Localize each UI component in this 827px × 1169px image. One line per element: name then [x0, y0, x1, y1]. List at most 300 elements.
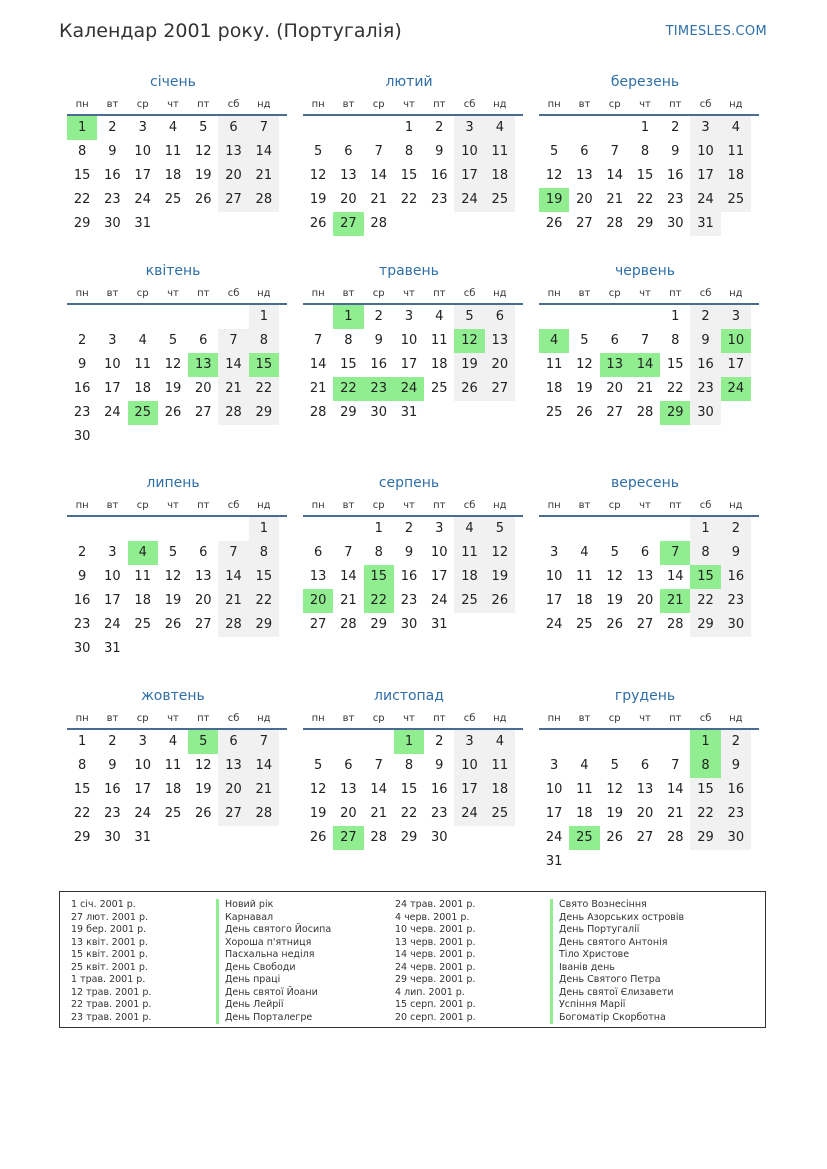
weekday-header: чт	[639, 288, 651, 299]
day-cell: 19	[309, 806, 327, 821]
day-cell: 29	[690, 826, 720, 850]
empty-cell	[333, 116, 363, 140]
day-cell: 28	[309, 405, 327, 420]
weekday-header: ср	[136, 99, 149, 110]
empty-cell	[364, 730, 394, 754]
day-cell: 12	[164, 357, 182, 372]
day-cell: 29	[73, 830, 91, 845]
day-cell: 30	[400, 617, 418, 632]
day-cell: 30	[104, 216, 121, 231]
day-cell: 29	[636, 216, 654, 231]
day-cell: 21	[370, 806, 387, 821]
weekday-header: вт	[342, 288, 355, 299]
day-cell: 21	[218, 589, 248, 613]
empty-cell	[249, 826, 279, 850]
day-cell: 13	[576, 168, 593, 183]
empty-cell	[630, 305, 660, 329]
day-cell: 16	[104, 782, 121, 797]
day-cell: 11	[545, 357, 563, 372]
empty-cell	[485, 401, 515, 425]
holiday-date: 15 серп. 2001 р.	[395, 999, 476, 1010]
day-cell: 15	[400, 782, 418, 797]
day-cell: 28	[666, 617, 684, 632]
day-cell: 2	[108, 120, 117, 135]
day-cell: 18	[164, 168, 182, 183]
empty-cell	[660, 730, 690, 754]
day-cell: 26	[545, 216, 563, 231]
week-row	[67, 164, 279, 188]
day-cell: 4	[138, 333, 147, 348]
day-cell: 6	[314, 545, 323, 560]
weekday-header: пт	[197, 713, 210, 724]
day-cell: 6	[580, 144, 589, 159]
day-cell: 17	[104, 593, 121, 608]
week-row	[539, 305, 751, 329]
week-row	[539, 401, 751, 425]
day-cell: 26	[576, 405, 593, 420]
day-cell: 15	[73, 782, 91, 797]
holiday-day-cell: 22	[364, 589, 394, 613]
day-cell: 29	[400, 830, 418, 845]
empty-cell	[454, 401, 484, 425]
week-row	[67, 353, 279, 377]
day-cell: 28	[218, 613, 248, 637]
day-cell: 10	[454, 140, 484, 164]
day-cell: 3	[550, 758, 559, 773]
day-cell: 20	[636, 593, 654, 608]
day-cell: 17	[134, 782, 151, 797]
week-row	[67, 730, 279, 754]
empty-cell	[690, 850, 720, 874]
weekday-header: ср	[372, 500, 385, 511]
weekday-header: чт	[639, 713, 651, 724]
day-cell: 15	[340, 357, 357, 372]
empty-cell	[569, 517, 599, 541]
day-cell: 8	[404, 144, 414, 159]
holiday-day-cell: 20	[303, 589, 333, 613]
weekday-header: вт	[578, 288, 591, 299]
day-cell: 3	[550, 545, 559, 560]
day-cell: 20	[576, 192, 593, 207]
day-cell: 21	[249, 778, 279, 802]
week-row	[303, 116, 515, 140]
day-cell: 9	[721, 541, 751, 565]
week-row	[67, 401, 279, 425]
day-cell: 18	[576, 806, 593, 821]
day-cell: 24	[430, 593, 448, 608]
day-cell: 6	[218, 730, 248, 754]
day-cell: 21	[606, 192, 623, 207]
holiday-day-cell: 23	[364, 377, 394, 401]
empty-cell	[600, 305, 630, 329]
day-cell: 14	[309, 357, 327, 372]
day-cell: 16	[370, 357, 387, 372]
week-row	[303, 329, 515, 353]
week-row	[539, 517, 751, 541]
weekday-header: сб	[227, 99, 240, 110]
weekday-header: чт	[167, 99, 179, 110]
week-row	[67, 637, 279, 661]
day-cell: 4	[721, 116, 751, 140]
holiday-day-cell: 1	[67, 116, 97, 140]
empty-cell	[188, 305, 218, 329]
day-cell: 31	[690, 212, 720, 236]
day-cell: 21	[249, 164, 279, 188]
day-cell: 17	[454, 778, 484, 802]
weekday-header: пн	[311, 500, 325, 511]
holiday-name: День Лейрії	[216, 999, 331, 1012]
day-cell: 8	[374, 545, 383, 560]
day-cell: 29	[690, 613, 720, 637]
day-cell: 28	[218, 401, 248, 425]
holiday-name: Свято Вознесіння	[550, 899, 684, 912]
day-cell: 12	[309, 168, 327, 183]
day-cell: 5	[314, 144, 323, 159]
day-cell: 8	[249, 541, 279, 565]
week-row	[67, 212, 279, 236]
week-row	[539, 212, 751, 236]
empty-cell	[630, 730, 660, 754]
empty-cell	[539, 517, 569, 541]
day-cell: 30	[690, 401, 720, 425]
day-cell: 9	[78, 357, 87, 372]
day-cell: 6	[610, 333, 619, 348]
day-cell: 2	[690, 305, 720, 329]
day-cell: 31	[134, 216, 151, 231]
weekday-header: вт	[342, 713, 355, 724]
day-cell: 24	[690, 188, 720, 212]
week-row	[303, 188, 515, 212]
weekday-header: сб	[699, 713, 712, 724]
day-cell: 19	[485, 565, 515, 589]
day-cell: 30	[721, 826, 751, 850]
holiday-name: Іванів день	[550, 962, 684, 975]
day-cell: 16	[690, 353, 720, 377]
page-title: Календар 2001 року. (Португалія)	[59, 20, 402, 42]
day-cell: 9	[374, 333, 383, 348]
holiday-day-cell: 5	[188, 730, 218, 754]
weekday-header: вт	[578, 500, 591, 511]
month-name: червень	[614, 263, 676, 279]
day-cell: 10	[104, 569, 121, 584]
week-row	[303, 589, 515, 613]
day-cell: 11	[485, 754, 515, 778]
day-cell: 5	[199, 120, 208, 135]
month-calendar	[59, 685, 279, 850]
holiday-date: 20 серп. 2001 р.	[395, 1011, 476, 1023]
month-name: травень	[379, 263, 439, 279]
week-row	[67, 377, 279, 401]
holiday-day-cell: 7	[660, 541, 690, 565]
day-cell: 14	[218, 565, 248, 589]
weekday-header: пн	[311, 288, 325, 299]
holiday-day-cell: 25	[569, 826, 599, 850]
month-name: січень	[150, 74, 196, 90]
week-row	[539, 730, 751, 754]
day-cell: 22	[400, 806, 418, 821]
holiday-date: 24 черв. 2001 р.	[395, 961, 476, 973]
day-cell: 21	[340, 593, 357, 608]
empty-cell	[97, 517, 127, 541]
day-cell: 19	[164, 381, 182, 396]
day-cell: 10	[545, 782, 563, 797]
empty-cell	[128, 305, 158, 329]
day-cell: 18	[576, 593, 593, 608]
holiday-name: День Святого Петра	[550, 974, 684, 987]
holiday-date: 27 лют. 2001 р.	[71, 911, 148, 923]
empty-cell	[158, 517, 188, 541]
day-cell: 30	[370, 405, 387, 420]
day-cell: 9	[721, 754, 751, 778]
empty-cell	[569, 730, 599, 754]
day-cell: 26	[606, 830, 623, 845]
holiday-day-cell: 12	[454, 329, 484, 353]
weekday-header: вт	[578, 713, 591, 724]
day-cell: 22	[690, 589, 720, 613]
day-cell: 25	[545, 405, 563, 420]
day-cell: 22	[400, 192, 418, 207]
day-cell: 2	[435, 120, 444, 135]
weekday-header: вт	[342, 500, 355, 511]
day-cell: 10	[545, 569, 563, 584]
day-cell: 26	[164, 617, 182, 632]
day-cell: 24	[545, 830, 563, 845]
day-cell: 26	[485, 589, 515, 613]
weekday-header: чт	[639, 500, 651, 511]
day-cell: 13	[636, 782, 654, 797]
day-cell: 27	[309, 617, 327, 632]
empty-cell	[158, 425, 188, 449]
day-cell: 26	[194, 806, 212, 821]
day-cell: 16	[721, 778, 751, 802]
holiday-day-cell: 13	[188, 353, 218, 377]
empty-cell	[128, 425, 158, 449]
day-cell: 22	[666, 381, 684, 396]
weekday-header: нд	[257, 713, 271, 724]
holiday-date: 4 черв. 2001 р.	[395, 911, 470, 923]
day-cell: 9	[108, 144, 117, 159]
empty-cell	[569, 116, 599, 140]
weekday-header: нд	[257, 288, 271, 299]
weekday-header: ср	[136, 500, 149, 511]
day-cell: 13	[485, 329, 515, 353]
day-cell: 26	[164, 405, 182, 420]
week-row	[303, 517, 515, 541]
empty-cell	[569, 305, 599, 329]
week-row	[303, 377, 515, 401]
holiday-name: День святої Йоани	[216, 987, 331, 1000]
day-cell: 2	[671, 120, 680, 135]
day-cell: 9	[108, 758, 117, 773]
weekday-header: сб	[699, 500, 712, 511]
day-cell: 21	[666, 806, 684, 821]
empty-cell	[97, 305, 127, 329]
day-cell: 13	[309, 569, 327, 584]
day-cell: 7	[218, 541, 248, 565]
week-row	[67, 589, 279, 613]
day-cell: 24	[104, 617, 121, 632]
empty-cell	[303, 116, 333, 140]
empty-cell	[188, 637, 218, 661]
day-cell: 14	[249, 140, 279, 164]
day-cell: 5	[610, 758, 619, 773]
week-row	[539, 329, 751, 353]
day-cell: 6	[344, 758, 353, 773]
day-cell: 22	[690, 802, 720, 826]
weekday-header: пт	[197, 99, 210, 110]
day-cell: 26	[194, 192, 212, 207]
weekday-header: нд	[257, 99, 271, 110]
weekday-header: вт	[578, 99, 591, 110]
day-cell: 18	[164, 782, 182, 797]
empty-cell	[630, 517, 660, 541]
holiday-day-cell: 8	[690, 754, 720, 778]
day-cell: 5	[610, 545, 619, 560]
empty-cell	[424, 212, 454, 236]
holiday-day-cell: 15	[249, 353, 279, 377]
day-cell: 1	[690, 517, 720, 541]
day-cell: 20	[606, 381, 623, 396]
day-cell: 3	[454, 730, 484, 754]
weekday-header: вт	[342, 99, 355, 110]
day-cell: 9	[78, 569, 87, 584]
weekday-header: пт	[197, 288, 210, 299]
empty-cell	[485, 826, 515, 850]
week-row	[539, 116, 751, 140]
weekday-header: пт	[669, 500, 682, 511]
day-cell: 16	[430, 168, 448, 183]
day-cell: 6	[199, 333, 208, 348]
weekday-header: сб	[699, 288, 712, 299]
weekday-header: чт	[403, 99, 415, 110]
day-cell: 28	[249, 188, 279, 212]
month-name: грудень	[614, 688, 676, 704]
day-cell: 2	[721, 517, 751, 541]
day-cell: 30	[721, 613, 751, 637]
empty-cell	[569, 850, 599, 874]
weekday-header: ср	[136, 288, 149, 299]
empty-cell	[424, 401, 454, 425]
day-cell: 16	[721, 565, 751, 589]
empty-cell	[158, 305, 188, 329]
day-cell: 29	[73, 216, 91, 231]
month-calendar	[59, 71, 279, 236]
day-cell: 21	[309, 381, 327, 396]
empty-cell	[630, 850, 660, 874]
weekday-header: нд	[729, 288, 743, 299]
day-cell: 8	[78, 758, 87, 773]
weekday-header: нд	[493, 99, 507, 110]
holiday-name: День святої Єлизавети	[550, 987, 684, 1000]
day-cell: 2	[374, 309, 383, 324]
day-cell: 25	[430, 381, 448, 396]
day-cell: 23	[430, 192, 448, 207]
day-cell: 25	[454, 589, 484, 613]
week-row	[303, 541, 515, 565]
weekday-header: вт	[106, 713, 119, 724]
day-cell: 26	[454, 377, 484, 401]
week-row	[303, 730, 515, 754]
day-cell: 31	[545, 854, 563, 869]
brand-link[interactable]: TIMESLES.COM	[665, 24, 767, 39]
holiday-day-cell: 10	[721, 329, 751, 353]
day-cell: 18	[485, 778, 515, 802]
day-cell: 14	[666, 782, 684, 797]
empty-cell	[721, 850, 751, 874]
holiday-day-cell: 14	[630, 353, 660, 377]
day-cell: 23	[721, 802, 751, 826]
day-cell: 14	[606, 168, 623, 183]
day-cell: 24	[454, 802, 484, 826]
month-name: серпень	[378, 475, 440, 491]
week-row	[539, 541, 751, 565]
day-cell: 7	[374, 758, 383, 773]
week-row	[539, 565, 751, 589]
weekday-header: пт	[433, 288, 446, 299]
day-cell: 18	[430, 357, 448, 372]
day-cell: 12	[576, 357, 593, 372]
week-row	[67, 754, 279, 778]
holiday-name: День Азорських островів	[550, 912, 684, 925]
week-row	[539, 826, 751, 850]
holiday-name: День Португалії	[550, 924, 684, 937]
weekday-header: пн	[75, 713, 89, 724]
weekday-header: вт	[106, 500, 119, 511]
day-cell: 19	[606, 593, 623, 608]
day-cell: 13	[636, 569, 654, 584]
day-cell: 27	[576, 216, 593, 231]
week-row	[303, 164, 515, 188]
weekday-header: пт	[197, 500, 210, 511]
day-cell: 4	[485, 730, 515, 754]
empty-cell	[303, 517, 333, 541]
day-cell: 10	[134, 144, 151, 159]
week-row	[303, 212, 515, 236]
weekday-header: пт	[669, 288, 682, 299]
day-cell: 24	[104, 405, 121, 420]
day-cell: 13	[340, 168, 357, 183]
day-cell: 18	[485, 164, 515, 188]
month-name: жовтень	[141, 688, 205, 704]
weekday-header: нд	[257, 500, 271, 511]
weekday-header: пн	[75, 99, 89, 110]
day-cell: 21	[636, 381, 654, 396]
empty-cell	[303, 730, 333, 754]
day-cell: 7	[374, 144, 383, 159]
weekday-header: пт	[433, 500, 446, 511]
weekday-header: сб	[227, 713, 240, 724]
week-row	[303, 401, 515, 425]
day-cell: 17	[104, 381, 121, 396]
day-cell: 17	[430, 569, 448, 584]
day-cell: 22	[249, 377, 279, 401]
day-cell: 27	[194, 405, 212, 420]
holiday-day-cell: 25	[128, 401, 158, 425]
holiday-name: День праці	[216, 974, 331, 987]
day-cell: 19	[164, 593, 182, 608]
day-cell: 25	[134, 617, 151, 632]
day-cell: 12	[606, 569, 623, 584]
empty-cell	[188, 212, 218, 236]
month-calendar	[59, 260, 279, 449]
holiday-day-cell: 15	[364, 565, 394, 589]
day-cell: 1	[671, 309, 680, 324]
weekday-header: ср	[608, 288, 621, 299]
weekday-header: чт	[167, 288, 179, 299]
week-row	[67, 826, 279, 850]
day-cell: 14	[666, 569, 684, 584]
empty-cell	[333, 730, 363, 754]
